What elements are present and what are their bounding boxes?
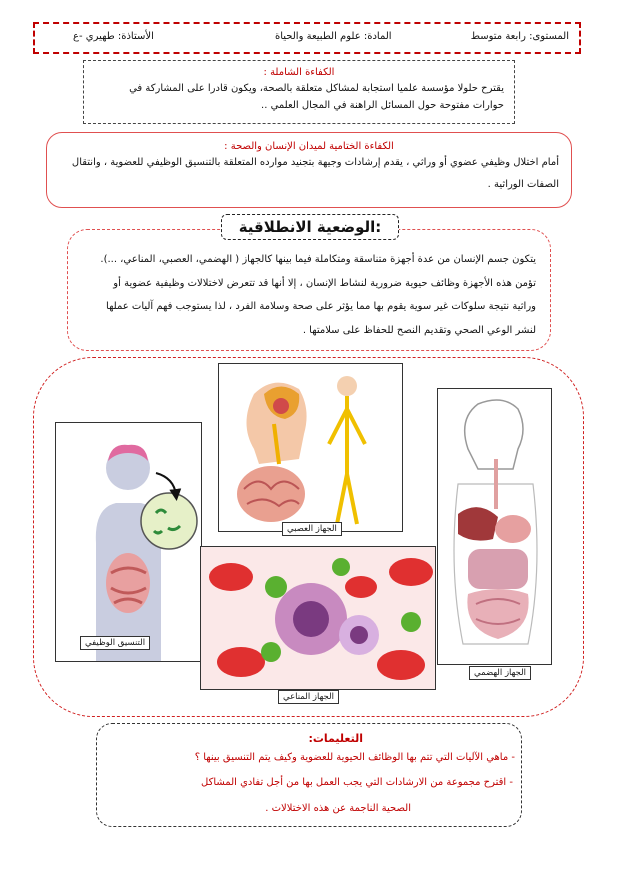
instruction-question-1: - ماهي الآليات التي تتم بها الوظائف الحيوية للعضوية وكيف يتم التنسيق بينها ؟ [194, 752, 515, 763]
instruction-question-2-continued: الصحية الناجمة عن هذه الاختلالات . [265, 803, 411, 814]
nervous-system-illustration [219, 364, 402, 531]
digestive-system-illustration [438, 389, 551, 664]
nervous-system-caption: الجهاز العصبي [282, 522, 342, 536]
teacher-label: الأستاذة: طهيري -ع [73, 31, 154, 42]
digestive-system-caption: الجهاز الهضمي [469, 666, 531, 680]
competence-text: يقترح حلولا مؤسسة علميا استجابة لمشاكل متعلقة بالصحة، ويكون قادرا على المشاركة في حوارات مفتوحة حول المسائل الراهنة في المجال العلمي .. [129, 83, 504, 111]
situation-box [67, 229, 551, 351]
competence-title: الكفاءة الشاملة : [263, 67, 335, 78]
nervous-system-image [218, 363, 403, 532]
digestive-system-image [437, 388, 552, 665]
final-competence-box [46, 132, 572, 208]
header-box [33, 22, 581, 54]
immune-system-caption: الجهاز المناعي [278, 690, 339, 704]
subject-label: المادة: علوم الطبيعة والحياة [275, 31, 392, 42]
immune-system-image [200, 546, 436, 690]
instructions-title: التعليمات: [308, 732, 363, 745]
final-competence-text: أمام اختلال وظيفي عضوي أو وراثي ، يقدم إرشادات وجيهة بتجنيد موارده المتعلقة بالتنسيق الوظيفي للعضوية ، وانتقال الصفات الوراثية . [71, 157, 559, 190]
competence-box [83, 60, 515, 124]
functional-coordination-image [55, 422, 202, 662]
body-silhouette-illustration [56, 423, 201, 661]
level-label: المستوى: رابعة متوسط [470, 31, 569, 42]
functional-coordination-caption: التنسيق الوظيفي [80, 636, 150, 650]
final-competence-title: الكفاءة الختامية لميدان الإنسان والصحة : [224, 141, 394, 152]
immune-cells-illustration [201, 547, 435, 689]
situation-text: يتكون جسم الإنسان من عدة أجهزة متناسقة ومتكاملة فيما بينها كالجهاز ( الهضمي، العصبي، المناعي، ...). تؤمن هذه الأجهزة وظائف حيوية ضرورية لنشاط الإنسان ، إلا أنها قد تتعرض لاختلالات وظيفية عضوية أو وراثية نتيجة سلوكات غير سوية يقوم بها مما يؤثر على صحة وسلامة الفرد ، لذا يستوجب فهم آليات عملها لنشر الوعي الصحي وتقديم النصح للحفاظ على سلامتها . [100, 254, 536, 336]
instructions-box [96, 723, 522, 827]
instruction-question-2: - اقترح مجموعة من الارشادات التي يجب العمل بها من أجل تفادي المشاكل [201, 777, 513, 788]
situation-title: الوضعية الانطلاقية: [221, 214, 399, 240]
